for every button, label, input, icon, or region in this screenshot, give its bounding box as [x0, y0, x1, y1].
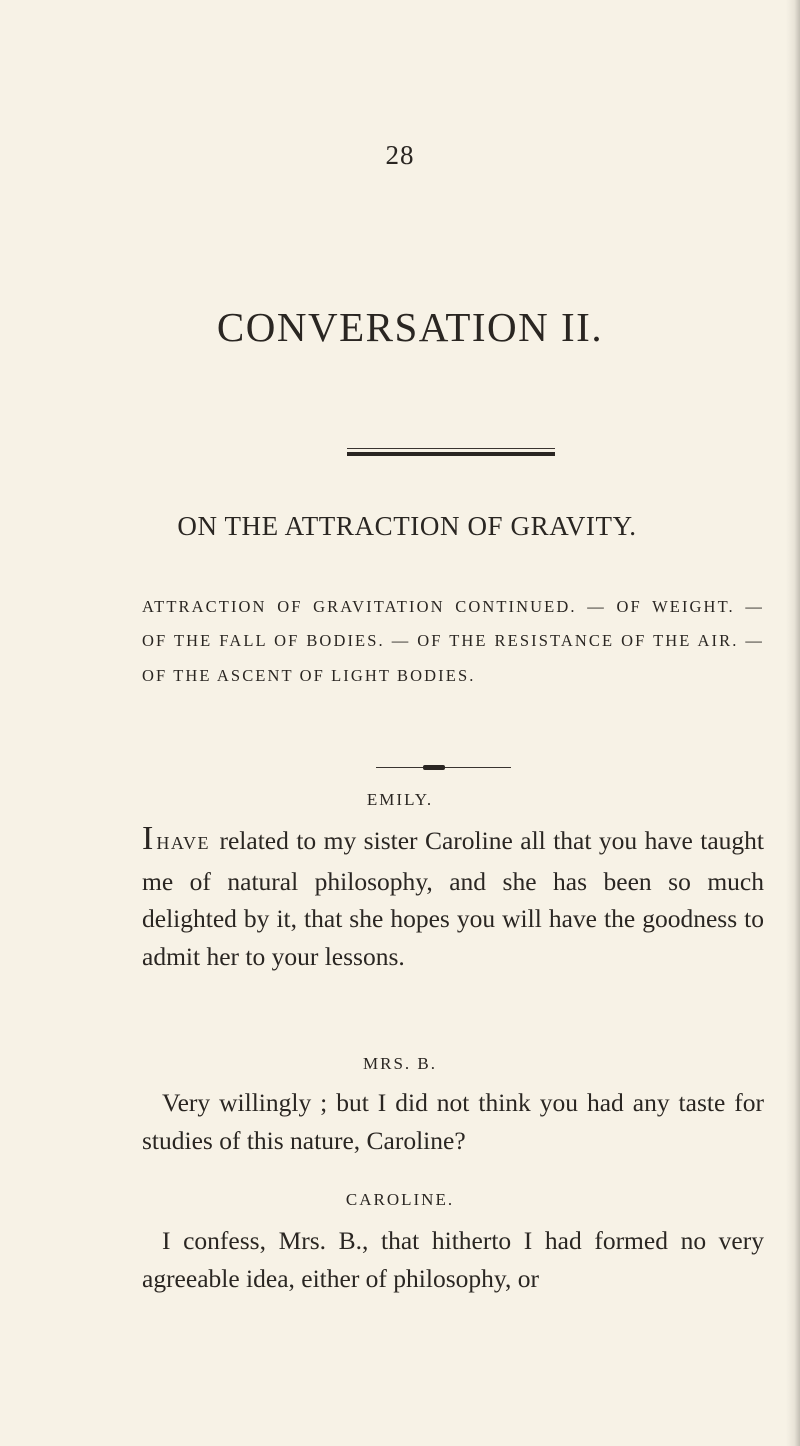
- speaker-name: MRS. B.: [363, 1054, 437, 1073]
- ornament-mark: [423, 765, 445, 770]
- ornament-divider: [376, 765, 511, 771]
- drop-cap: I: [142, 820, 154, 857]
- speech-paragraph: I confess, Mrs. B., that hitherto I had formed no very agreeable idea, either of philosophy, or: [142, 1226, 764, 1293]
- small-caps-word: HAVE: [156, 833, 210, 853]
- page-edge-shadow: [786, 0, 800, 1446]
- page-number: 28: [385, 140, 415, 170]
- speech-text: related to my sister Caroline all that you have taught me of natural philosophy, and she has been so much delighted by it, that she hopes you will have the goodness to admit her to your lessons.: [142, 826, 764, 972]
- speaker-name: EMILY.: [366, 790, 434, 809]
- chapter-summary: ATTRACTION OF GRAVITATION CONTINUED. — OF WEIGHT. — OF THE FALL OF BODIES. — OF THE RESISTANCE OF THE AIR. — OF THE ASCENT OF LIGHT BODIES.: [142, 597, 764, 685]
- chapter-subtitle: ON THE ATTRACTION OF GRAVITY.: [177, 511, 637, 541]
- speech-paragraph: Very willingly ; but I did not think you had any taste for studies of this nature, Caroline?: [142, 1088, 764, 1155]
- speech-paragraph: [142, 822, 764, 976]
- double-rule-divider: [347, 448, 555, 457]
- speaker-name: CAROLINE.: [345, 1190, 455, 1209]
- rule-thin-line: [347, 448, 555, 449]
- rule-thick-line: [347, 452, 555, 456]
- chapter-title: CONVERSATION II.: [216, 304, 604, 350]
